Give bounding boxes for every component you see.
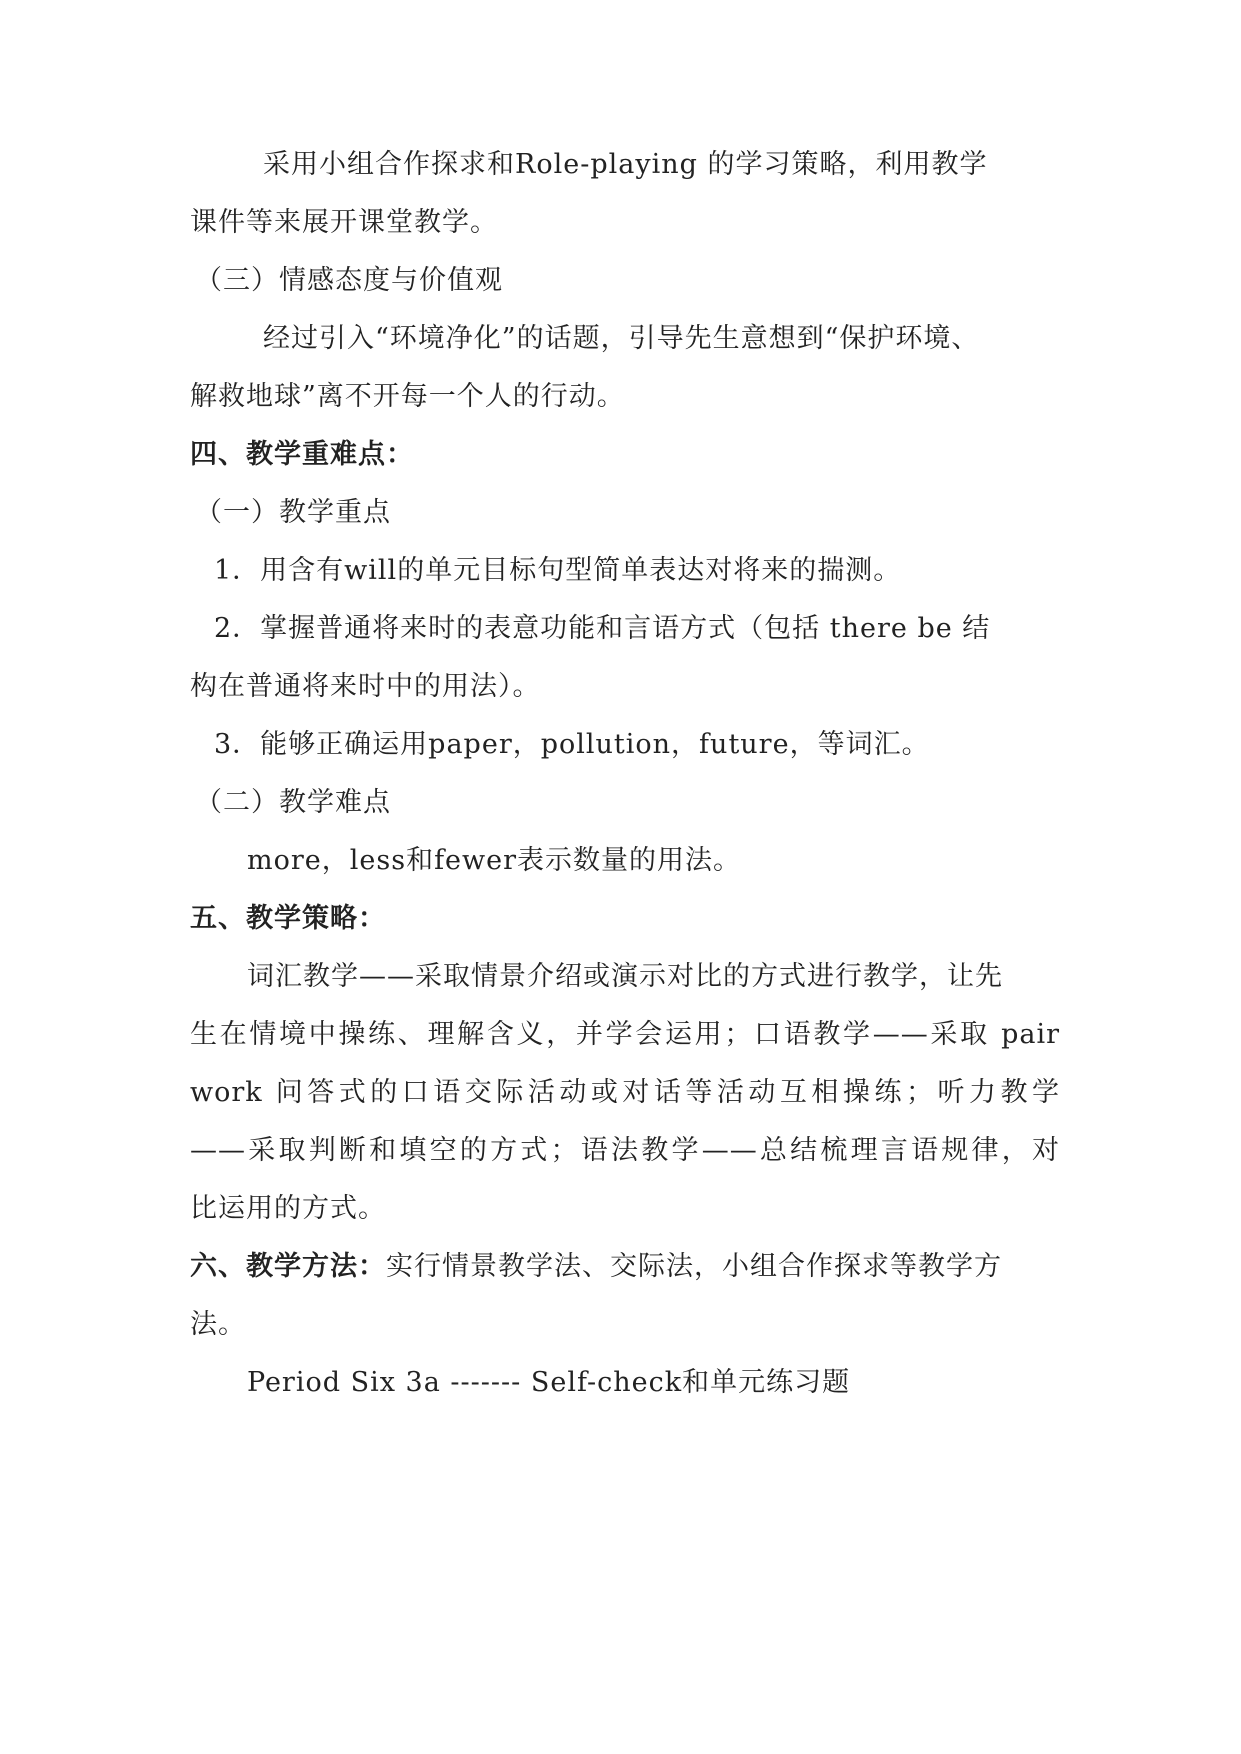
paragraph-emotion-line1: 经过引入“环境净化”的话题，引导先生意想到“保护环境、	[263, 323, 980, 354]
key-point-3: 3．能够正确运用paper，pollution，future，等词汇。	[214, 729, 930, 760]
strategy-text-line1: 词汇教学——采取情景介绍或演示对比的方式进行教学，让先	[247, 961, 1003, 992]
period-title: Period Six 3a ------- Self-check和单元练习题	[247, 1367, 851, 1398]
section-6-text: 实行情景教学法、交际法，小组合作探求等教学方	[386, 1251, 1002, 1282]
subheading-difficult-points: （二）教学难点	[195, 787, 391, 818]
strategy-text-line4: ——采取判断和填空的方式；语法教学——总结梳理言语规律，对	[190, 1135, 1060, 1166]
strategy-text-line5: 比运用的方式。	[190, 1193, 386, 1224]
key-point-2-line2: 构在普通将来时中的用法）。	[190, 671, 541, 702]
paragraph-strategy-line2: 课件等来展开课堂教学。	[190, 207, 498, 238]
difficult-point-1: more，less和fewer表示数量的用法。	[247, 845, 742, 876]
subheading-emotion: （三）情感态度与价值观	[195, 265, 503, 296]
key-point-1: 1．用含有will的单元目标句型简单表达对将来的揣测。	[214, 555, 902, 586]
strategy-text-line3: work 问答式的口语交际活动或对话等活动互相操练；听力教学	[190, 1077, 1060, 1108]
section-heading-6: 六、教学方法：	[190, 1251, 386, 1282]
section-6-line2: 法。	[190, 1309, 246, 1340]
section-6-line1	[190, 1249, 1060, 1285]
strategy-text-line2: 生在情境中操练、理解含义，并学会运用；口语教学——采取 pair	[190, 1019, 1060, 1050]
section-heading-4: 四、教学重难点：	[190, 439, 414, 470]
paragraph-emotion-line2: 解救地球”离不开每一个人的行动。	[190, 381, 625, 412]
key-point-2-line1: 2．掌握普通将来时的表意功能和言语方式（包括 there be 结	[214, 613, 991, 644]
section-heading-5: 五、教学策略：	[190, 903, 386, 934]
paragraph-strategy-line1: 采用小组合作探求和Role-playing 的学习策略，利用教学	[263, 149, 988, 180]
subheading-key-points: （一）教学重点	[195, 497, 391, 528]
